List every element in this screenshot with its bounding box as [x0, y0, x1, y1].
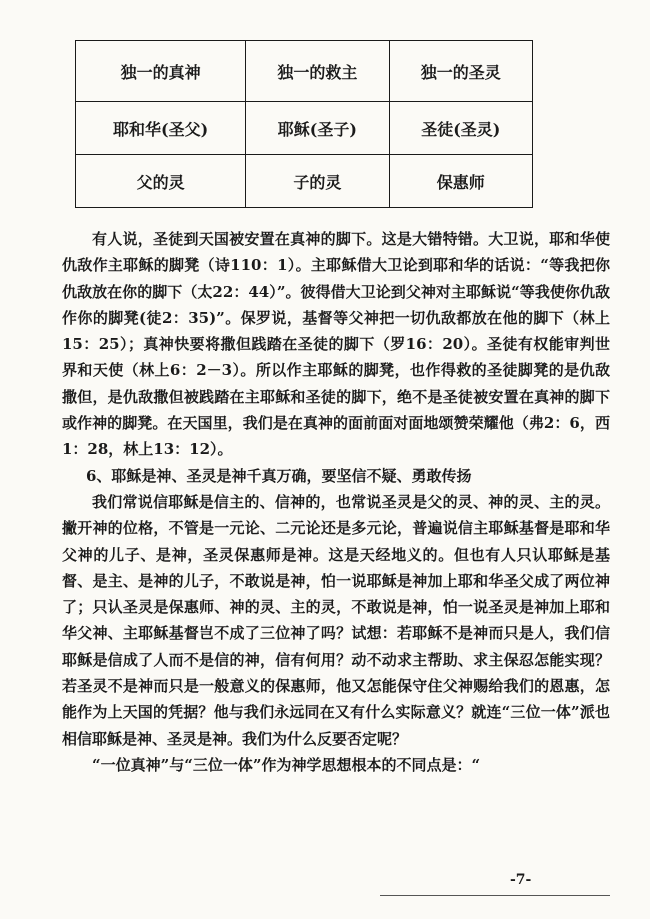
body-text [62, 226, 610, 778]
paragraph: 有人说，圣徒到天国被安置在真神的脚下。这是大错特错。大卫说，耶和华使仇敌作主耶稣的脚凳（诗110：1）。主耶稣借大卫论到耶和华的话说：“等我把你仇敌放在你的脚下（太22：44）”。彼得借大卫论到父神对主耶稣说“等我使你仇敌作你的脚凳(徒2：35)”。保罗说，基督等父神把一切仇敌都放在他的脚下（林上15：25）；真神快要将撒但践踏在圣徒的脚下（罗16：20）。圣徒有权能审判世界和天使（林上6：2－3）。所以作主耶稣的脚凳，也作得救的圣徒脚凳的是仇敌撒但，是仇敌撒但被践踏在主耶稣和圣徒的脚下，绝不是圣徒被安置在真神的脚下或作神的脚凳。在天国里，我们是在真神的面前面对面地颂赞荣耀他（弗2：6，西1：28，林上13：12）。 [62, 230, 610, 459]
table-cell: 父的灵 [76, 155, 246, 208]
table-cell: 耶稣(圣子) [246, 102, 389, 155]
paragraph: 我们常说信耶稣是信主的、信神的，也常说圣灵是父的灵、神的灵、主的灵。撇开神的位格，不管是一元论、二元论还是多元论，普遍说信主耶稣基督是耶和华父神的儿子、是神，圣灵保惠师是神。这是天经地义的。但也有人只认耶稣是基督、是主、是神的儿子，不敢说是神，怕一说耶稣是神加上耶和华圣父成了两位神了；只认圣灵是保惠师、神的灵、主的灵，不敢说是神，怕一说圣灵是神加上耶和华父神、主耶稣基督岂不成了三位神了吗？试想：若耶稣不是神而只是人，我们信耶稣是信成了人而不是信的神，信有何用？动不动求主帮助、求主保忍怎能实现？若圣灵不是神而只是一般意义的保惠师，他又怎能保守住父神赐给我们的恩惠，怎能作为上天国的凭据？他与我们永远同在又有什么实际意义？就连“三位一体”派也相信耶稣是神、圣灵是神。我们为什么反要否定呢？ [62, 492, 610, 748]
table-row [76, 41, 533, 102]
table-cell: 耶和华(圣父) [76, 102, 246, 155]
table-row [76, 155, 533, 208]
page-number: -7- [510, 872, 532, 888]
table-cell: 独一的真神 [76, 41, 246, 102]
comparison-table [75, 40, 533, 208]
table-cell: 子的灵 [246, 155, 389, 208]
section-heading: 6、耶稣是神、圣灵是神千真万确，要坚信不疑、勇敢传扬 [86, 466, 472, 485]
table-cell: 圣徒(圣灵) [389, 102, 532, 155]
table-cell: 保惠师 [389, 155, 532, 208]
paragraph: “一位真神”与“三位一体”作为神学思想根本的不同点是：“ [92, 755, 481, 774]
table-row [76, 102, 533, 155]
table-cell: 独一的救主 [246, 41, 389, 102]
table-cell: 独一的圣灵 [389, 41, 532, 102]
bottom-rule [380, 895, 610, 896]
